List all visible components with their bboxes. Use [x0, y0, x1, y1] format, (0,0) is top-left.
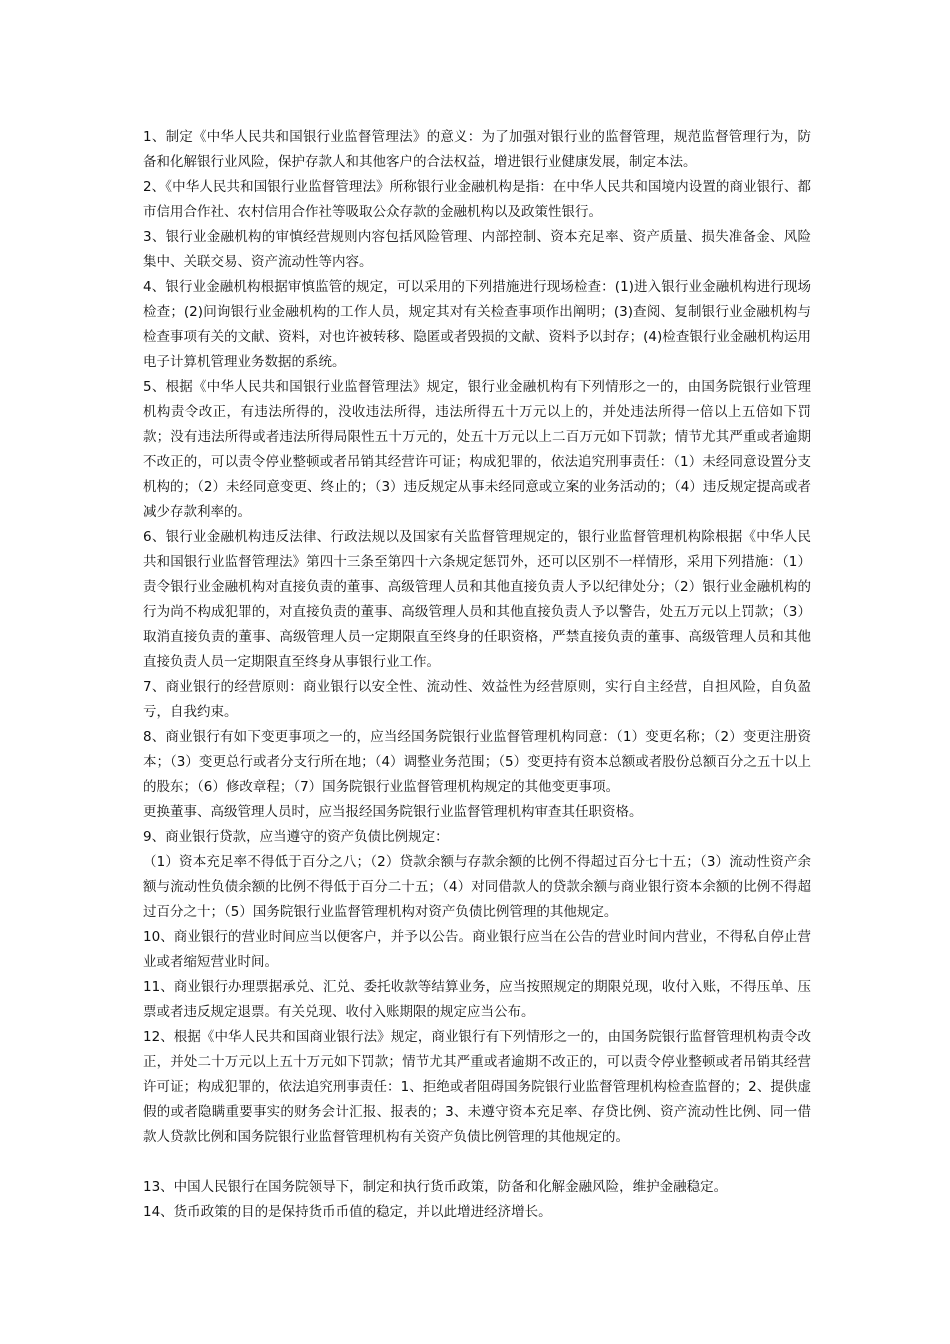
blank-line — [143, 1150, 811, 1175]
paragraph-8-continued: 更换董事、高级管理人员时，应当报经国务院银行业监督管理机构审查其任职资格。 — [143, 804, 643, 820]
paragraph-12: 12、根据《中华人民共和国商业银行法》规定，商业银行有下列情形之一的，由国务院银行监督管理机构责令改正，并处二十万元以上五十万元如下罚款；情节尤其严重或者逾期不改正的，可以责令停业整顿或者吊销其经营许可证；构成犯罪的，依法追究刑事责任：1、拒绝或者阻碍国务院银行业监督管理机构检查监督的；2、提供虚假的或者隐瞒重要事实的财务会计汇报、报表的；3、未遵守资本充足率、存贷比例、资产流动性比例、同一借款人贷款比例和国务院银行业监督管理机构有关资产负债比例管理的其他规定的。 — [143, 1029, 811, 1145]
paragraph-1: 1、制定《中华人民共和国银行业监督管理法》的意义：为了加强对银行业的监督管理，规范监督管理行为，防备和化解银行业风险，保护存款人和其他客户的合法权益，增进银行业健康发展，制定本法。 — [143, 129, 811, 170]
paragraph-8: 8、商业银行有如下变更事项之一的，应当经国务院银行业监督管理机构同意：（1）变更名称；（2）变更注册资本；（3）变更总行或者分支行所在地；（4）调整业务范围；（5）变更持有资本总额或者股份总额百分之五十以上的股东；（6）修改章程；（7）国务院银行业监督管理机构规定的其他变更事项。 — [143, 729, 811, 795]
document-body — [143, 125, 811, 1225]
paragraph-13: 13、中国人民银行在国务院领导下，制定和执行货币政策，防备和化解金融风险，维护金融稳定。 — [143, 1179, 728, 1195]
paragraph-5: 5、根据《中华人民共和国银行业监督管理法》规定，银行业金融机构有下列情形之一的，由国务院银行业管理机构责令改正，有违法所得的，没收违法所得，违法所得五十万元以上的，并处违法所得一倍以上五倍如下罚款；没有违法所得或者违法所得局限性五十万元的，处五十万元以上二百万元如下罚款；情节尤其严重或者逾期不改正的，可以责令停业整顿或者吊销其经营许可证；构成犯罪的，依法追究刑事责任：（1）未经同意设置分支机构的；（2）未经同意变更、终止的；（3）违反规定从事未经同意或立案的业务活动的；（4）违反规定提高或者减少存款利率的。 — [143, 379, 811, 520]
paragraph-7: 7、商业银行的经营原则：商业银行以安全性、流动性、效益性为经营原则，实行自主经营，自担风险，自负盈亏，自我约束。 — [143, 679, 811, 720]
paragraph-3: 3、银行业金融机构的审慎经营规则内容包括风险管理、内部控制、资本充足率、资产质量、损失准备金、风险集中、关联交易、资产流动性等内容。 — [143, 229, 811, 270]
paragraph-4: 4、银行业金融机构根据审慎监管的规定，可以采用的下列措施进行现场检查：(1)进入银行业金融机构进行现场检查；(2)问询银行业金融机构的工作人员，规定其对有关检查事项作出阐明；(3)查阅、复制银行业金融机构与检查事项有关的文献、资料，对也许被转移、隐匿或者毁损的文献、资料予以封存；(4)检查银行业金融机构运用电子计算机管理业务数据的系统。 — [143, 279, 811, 370]
paragraph-9-list: （1）资本充足率不得低于百分之八；（2）贷款余额与存款余额的比例不得超过百分七十五；（3）流动性资产余额与流动性负债余额的比例不得低于百分二十五；（4）对同借款人的贷款余额与商业银行资本余额的比例不得超过百分之十；（5）国务院银行业监督管理机构对资产负债比例管理的其他规定。 — [143, 854, 811, 920]
paragraph-6: 6、银行业金融机构违反法律、行政法规以及国家有关监督管理规定的，银行业监督管理机构除根据《中华人民共和国银行业监督管理法》第四十三条至第四十六条规定惩罚外，还可以区别不一样情形，采用下列措施：（1）责令银行业金融机构对直接负责的董事、高级管理人员和其他直接负责人予以纪律处分；（2）银行业金融机构的行为尚不构成犯罪的，对直接负责的董事、高级管理人员和其他直接负责人予以警告，处五万元以上罚款；（3）取消直接负责的董事、高级管理人员一定期限直至终身的任职资格，严禁直接负责的董事、高级管理人员和其他直接负责人员一定期限直至终身从事银行业工作。 — [143, 529, 811, 670]
paragraph-11: 11、商业银行办理票据承兑、汇兑、委托收款等结算业务，应当按照规定的期限兑现，收付入账，不得压单、压票或者违反规定退票。有关兑现、收付入账期限的规定应当公布。 — [143, 979, 811, 1020]
paragraph-14: 14、货币政策的目的是保持货币币值的稳定，并以此增进经济增长。 — [143, 1204, 552, 1220]
paragraph-9: 9、商业银行贷款，应当遵守的资产负债比例规定： — [143, 829, 449, 845]
paragraph-10: 10、商业银行的营业时间应当以便客户，并予以公告。商业银行应当在公告的营业时间内营业，不得私自停止营业或者缩短营业时间。 — [143, 929, 811, 970]
paragraph-2: 2、《中华人民共和国银行业监督管理法》所称银行业金融机构是指：在中华人民共和国境内设置的商业银行、都市信用合作社、农村信用合作社等吸取公众存款的金融机构以及政策性银行。 — [143, 179, 811, 220]
